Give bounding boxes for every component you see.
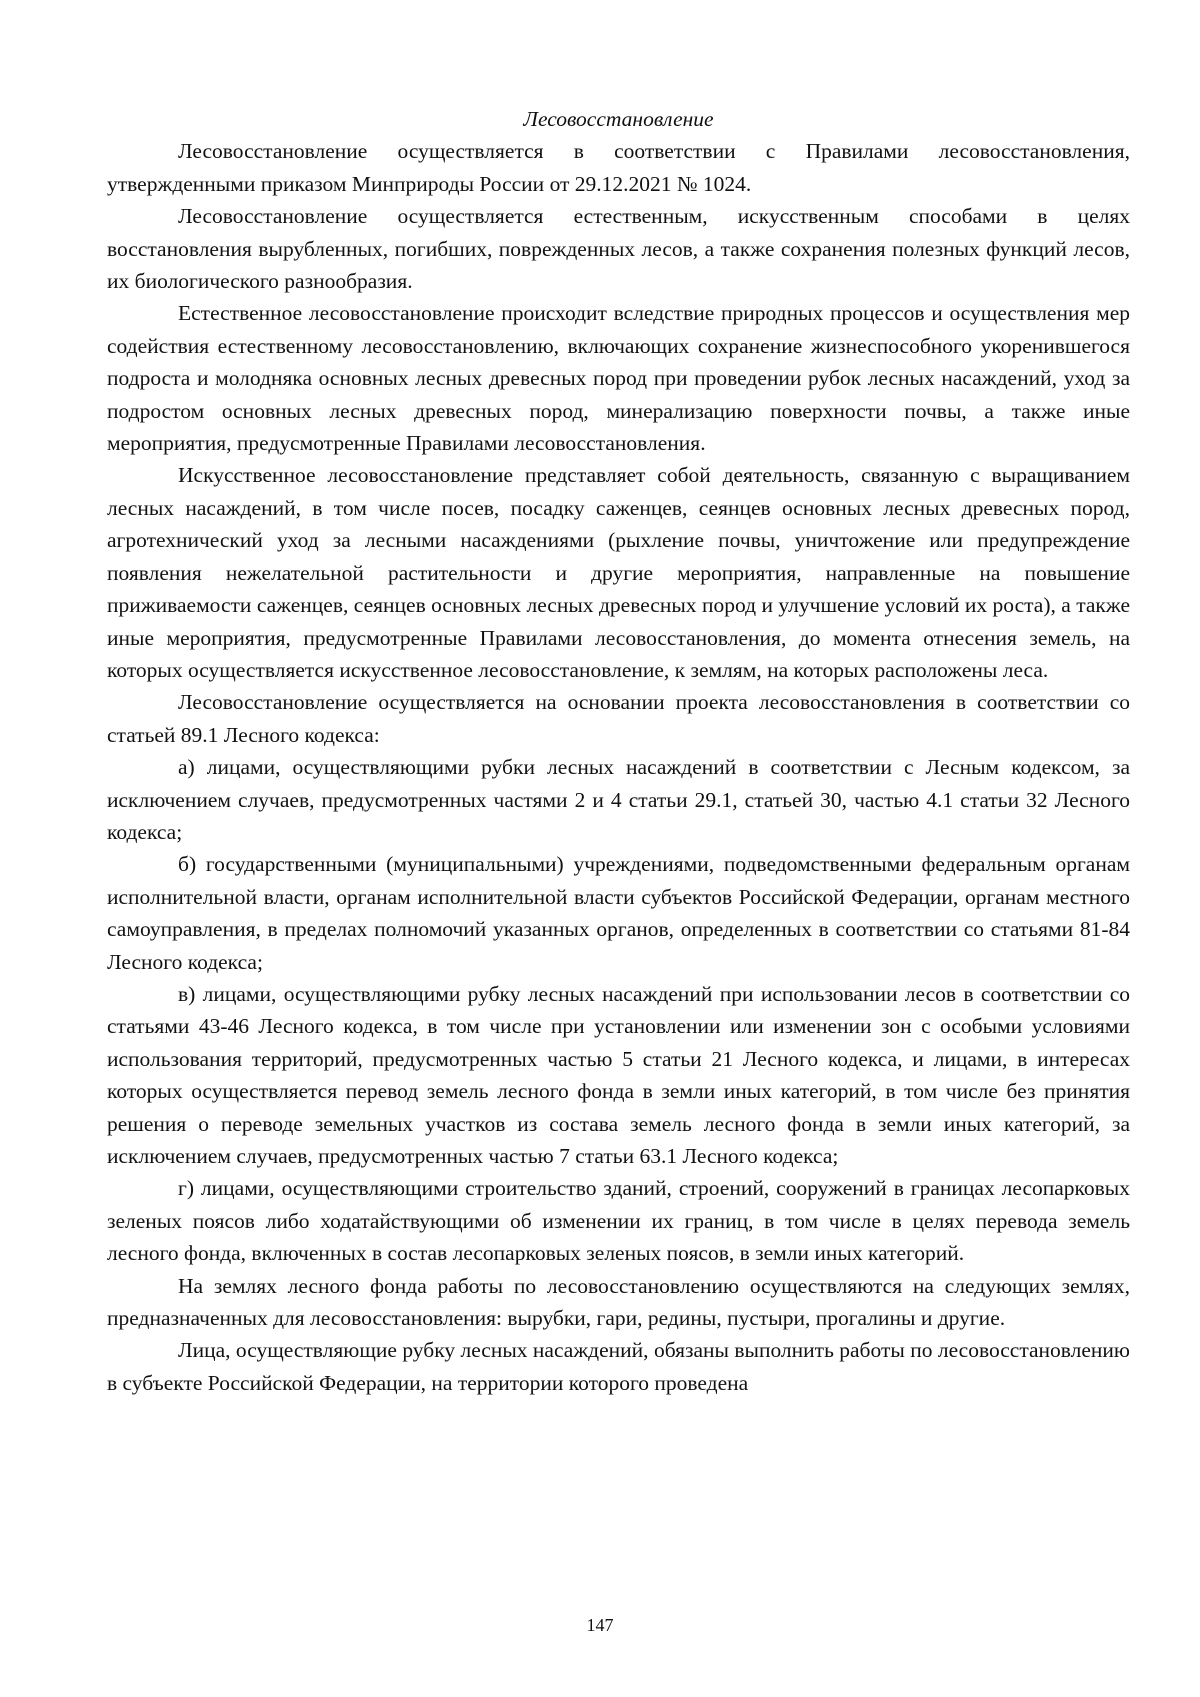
- list-item-g: г) лицами, осуществляющими строительство зданий, строений, сооружений в границах лесопарковых зеленых поясов либо ходатайствующими об изменении их границ, в том числе в целях перевода земель лесного фонда, включенных в состав лесопарковых зеленых поясов, в земли иных категорий.: [107, 1176, 1130, 1266]
- paragraph-obligations: Лица, осуществляющие рубку лесных насаждений, обязаны выполнить работы по лесовосстановлению в субъекте Российской Федерации, на территории которого проведена: [107, 1338, 1130, 1395]
- paragraph-natural-regeneration: Естественное лесовосстановление происходит вследствие природных процессов и осуществления мер содействия естественному лесовосстановлению, включающих сохранение жизнеспособного укоренившегося подроста и молодняка основных лесных древесных пород при проведении рубок лесных насаждений, уход за подростом основных лесных древесных пород, минерализацию поверхности почвы, а также иные мероприятия, предусмотренные Правилами лесовосстановления.: [107, 301, 1130, 456]
- paragraph-methods: Лесовосстановление осуществляется естественным, искусственным способами в целях восстановления вырубленных, погибших, поврежденных лесов, а также сохранения полезных функций лесов, их биологического разнообразия.: [107, 204, 1130, 294]
- section-title: Лесовосстановление: [523, 107, 714, 131]
- list-item-b: б) государственными (муниципальными) учреждениями, подведомственными федеральным органам исполнительной власти, органам исполнительной власти субъектов Российской Федерации, органам местного самоуправления, в пределах полномочий указанных органов, определенных в соответствии со статьями 81-84 Лесного кодекса;: [107, 852, 1130, 974]
- paragraph-project-basis: Лесовосстановление осуществляется на основании проекта лесовосстановления в соответствии со статьей 89.1 Лесного кодекса:: [107, 690, 1130, 747]
- document-body: [107, 103, 1130, 1399]
- paragraph-artificial-regeneration: Искусственное лесовосстановление представляет собой деятельность, связанную с выращиванием лесных насаждений, в том числе посев, посадку саженцев, сеянцев основных лесных древесных пород, агротехнический уход за лесными насаждениями (рыхление почвы, уничтожение или предупреждение появления нежелательной растительности и другие мероприятия, направленные на повышение приживаемости саженцев, сеянцев основных лесных древесных пород и улучшение условий их роста), а также иные мероприятия, предусмотренные Правилами лесовосстановления, до момента отнесения земель, на которых осуществляется искусственное лесовосстановление, к землям, на которых расположены леса.: [107, 463, 1130, 682]
- list-item-a: а) лицами, осуществляющими рубки лесных насаждений в соответствии с Лесным кодексом, за исключением случаев, предусмотренных частями 2 и 4 статьи 29.1, статьей 30, частью 4.1 статьи 32 Лесного кодекса;: [107, 755, 1130, 844]
- page-number: 147: [586, 1615, 614, 1635]
- list-item-v: в) лицами, осуществляющими рубку лесных насаждений при использовании лесов в соответствии со статьями 43-46 Лесного кодекса, в том числе при установлении или изменении зон с особыми условиями использования территорий, предусмотренных частью 5 статьи 21 Лесного кодекса, и лицами, в интересах которых осуществляется перевод земель лесного фонда в земли иных категорий, в том числе без принятия решения о переводе земельных участков из состава земель лесного фонда в земли иных категорий, за исключением случаев, предусмотренных частью 7 статьи 63.1 Лесного кодекса;: [107, 981, 1130, 1168]
- paragraph-land-types: На землях лесного фонда работы по лесовосстановлению осуществляются на следующих землях, предназначенных для лесовосстановления: вырубки, гари, редины, пустыри, прогалины и другие.: [107, 1273, 1130, 1331]
- paragraph-rules-reference: Лесовосстановление осуществляется в соответствии с Правилами лесовосстановления, утвержденными приказом Минприроды России от 29.12.2021 № 1024.: [107, 139, 1130, 196]
